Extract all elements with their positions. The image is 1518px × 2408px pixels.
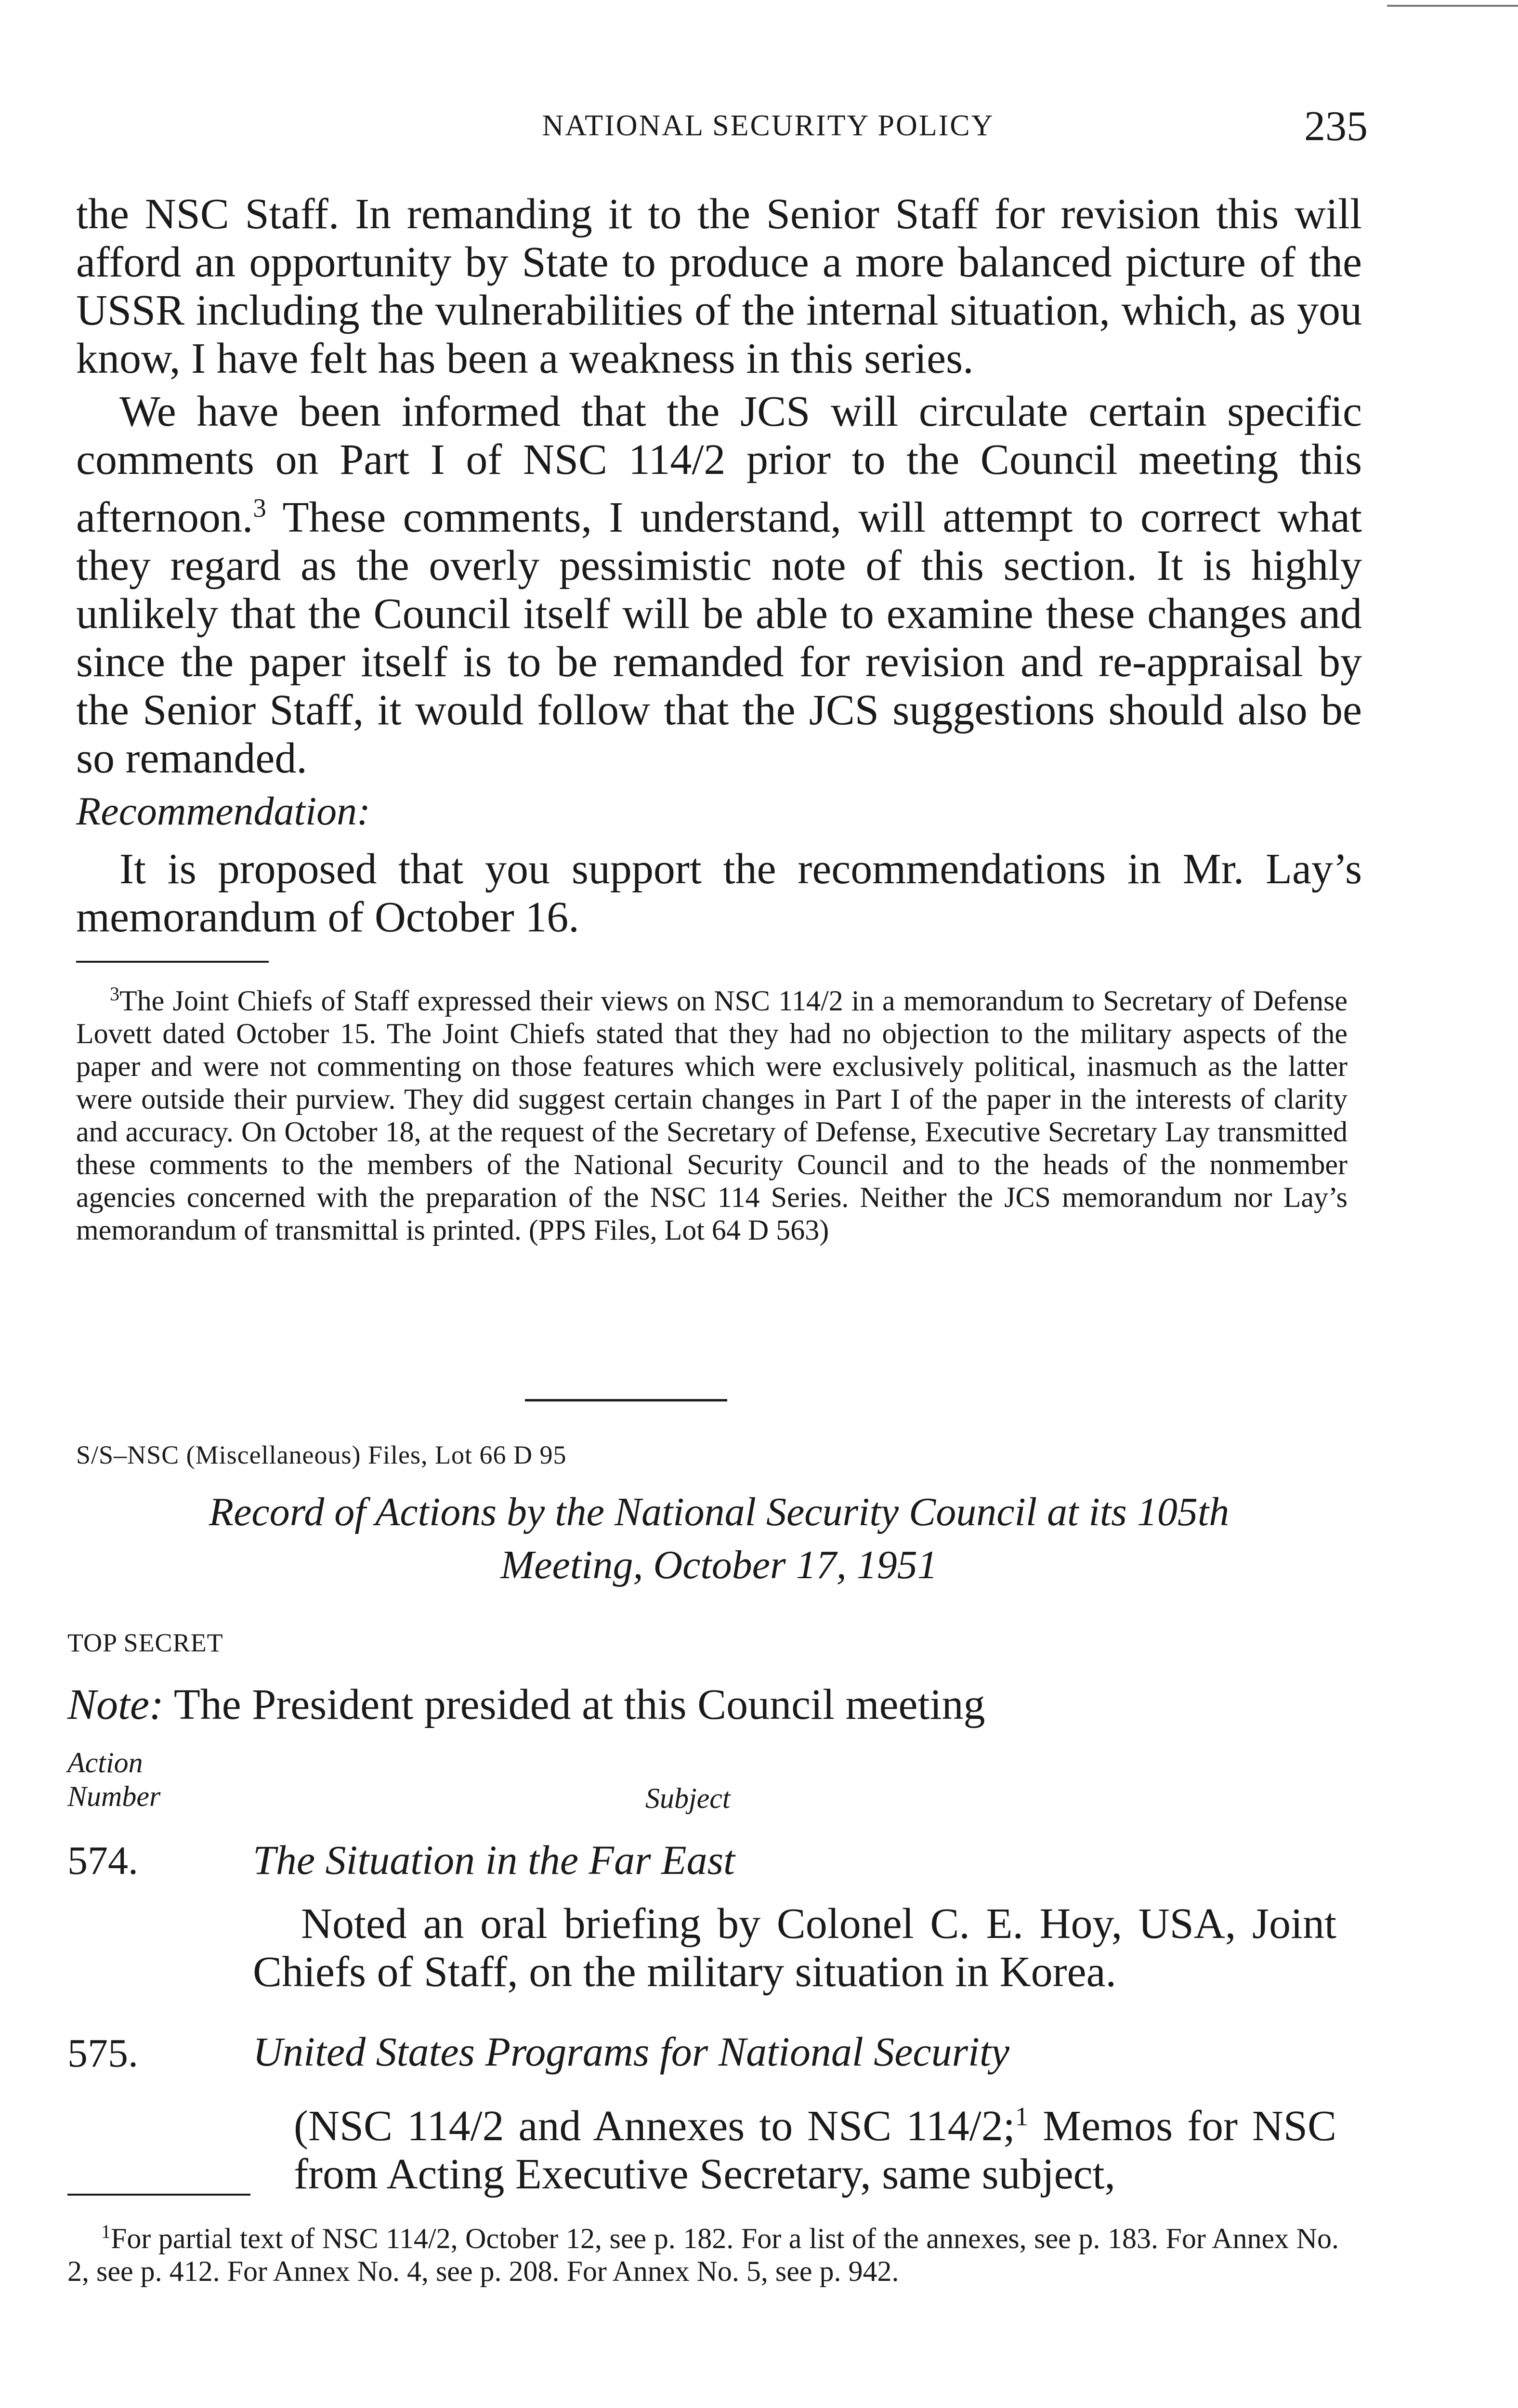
action-number-column-header xyxy=(67,1746,160,1813)
footnote-divider-2 xyxy=(67,2194,250,2196)
footnote-ref-1[interactable]: 1 xyxy=(1015,2102,1029,2131)
recommendation-text: It is proposed that you support the recommendations in Mr. Lay’s memorandum of October 16. xyxy=(76,845,1362,941)
paragraph-2-text-b: These comments, I understand, will attempt to correct what they regard as the overly pessimistic note of this section. It is highly unlikely that the Council itself will be able to examine these changes and since the paper itself is to be remanded for revision and re-appraisal by the Senior Staff, it would follow that the JCS suggestions should also be so remanded. xyxy=(76,494,1362,782)
running-head: NATIONAL SECURITY POLICY xyxy=(542,109,995,142)
paragraph-2-text-a: We have been informed that the JCS will circulate certain specific comments on Part I of NSC 114/2 prior to the Council meeting this afternoon. xyxy=(76,388,1362,541)
footnote-1 xyxy=(67,2215,1339,2288)
footnote-1-text: For partial text of NSC 114/2, October 12, see p. 182. For a list of the annexes, see p. 183. For Annex No. 2, see p. 412. For Annex No. 4, see p. 208. For Annex No. 5, see p. 942. xyxy=(67,2223,1339,2287)
note-line xyxy=(67,1681,1368,1729)
footnote-marker-1: 1 xyxy=(101,2221,111,2242)
recommendation-heading: Recommendation: xyxy=(76,789,371,834)
footnote-marker-3: 3 xyxy=(110,983,119,1005)
page-number: 235 xyxy=(1304,103,1368,150)
action-label-line-1: Action xyxy=(67,1747,143,1779)
action-number-574: 574. xyxy=(67,1838,138,1883)
document-title-line-2: Meeting, October 17, 1951 xyxy=(500,1543,938,1587)
section-divider xyxy=(525,1399,727,1401)
footnote-ref-3[interactable]: 3 xyxy=(253,493,266,523)
page-corner-rule xyxy=(1387,5,1518,7)
note-text: The President presided at this Council meeting xyxy=(173,1681,985,1728)
note-label: Note: xyxy=(67,1681,164,1728)
document-title-line-1: Record of Actions by the National Security Council at its 105th xyxy=(209,1490,1230,1534)
document-source: S/S–NSC (Miscellaneous) Files, Lot 66 D 95 xyxy=(76,1440,567,1469)
classification-label: TOP SECRET xyxy=(67,1628,223,1657)
action-subject-575: United States Programs for National Security xyxy=(253,2028,1010,2075)
action-575-text-b: Memos for NSC from Acting Executive Secretary, same subject, xyxy=(294,2102,1336,2198)
footnote-3-text: The Joint Chiefs of Staff expressed their views on NSC 114/2 in a memorandum to Secretary of Defense Lovett dated October 15. The Joint Chiefs stated that they had no objection to the military aspects of the paper and were not commenting on those features which were exclusively political, inasmuch as the latter were outside their purview. They did suggest certain changes in Part I of the paper in the interests of clarity and accuracy. On October 18, at the request of the Secretary of Defense, Executive Secretary Lay transmitted these comments to the members of the National Security Council and to the heads of the nonmember agencies concerned with the preparation of the NSC 114 Series. Neither the JCS memorandum nor Lay’s memorandum of transmittal is printed. (PPS Files, Lot 64 D 563) xyxy=(76,985,1348,1246)
action-575-text-a: (NSC 114/2 and Annexes to NSC 114/2; xyxy=(294,2102,1015,2150)
document-title xyxy=(76,1486,1362,1592)
action-text-575 xyxy=(294,2093,1336,2199)
action-subject-574: The Situation in the Far East xyxy=(253,1837,735,1883)
subject-column-header: Subject xyxy=(645,1782,731,1814)
action-text-574: Noted an oral briefing by Colonel C. E. Hoy, USA, Joint Chiefs of Staff, on the military situation in Korea. xyxy=(253,1900,1336,1996)
footnote-divider xyxy=(76,961,269,963)
action-label-line-2: Number xyxy=(67,1780,161,1812)
action-number-575: 575. xyxy=(67,2031,138,2076)
body-paragraph-1: the NSC Staff. In remanding it to the Senior Staff for revision this will afford an opportunity by State to produce a more balanced picture of the USSR including the vulnerabilities of the internal situation, which, as you know, I have felt has been a weakness in this series. xyxy=(76,190,1362,382)
body-paragraph-2 xyxy=(76,388,1362,783)
footnote-3 xyxy=(76,978,1348,1246)
